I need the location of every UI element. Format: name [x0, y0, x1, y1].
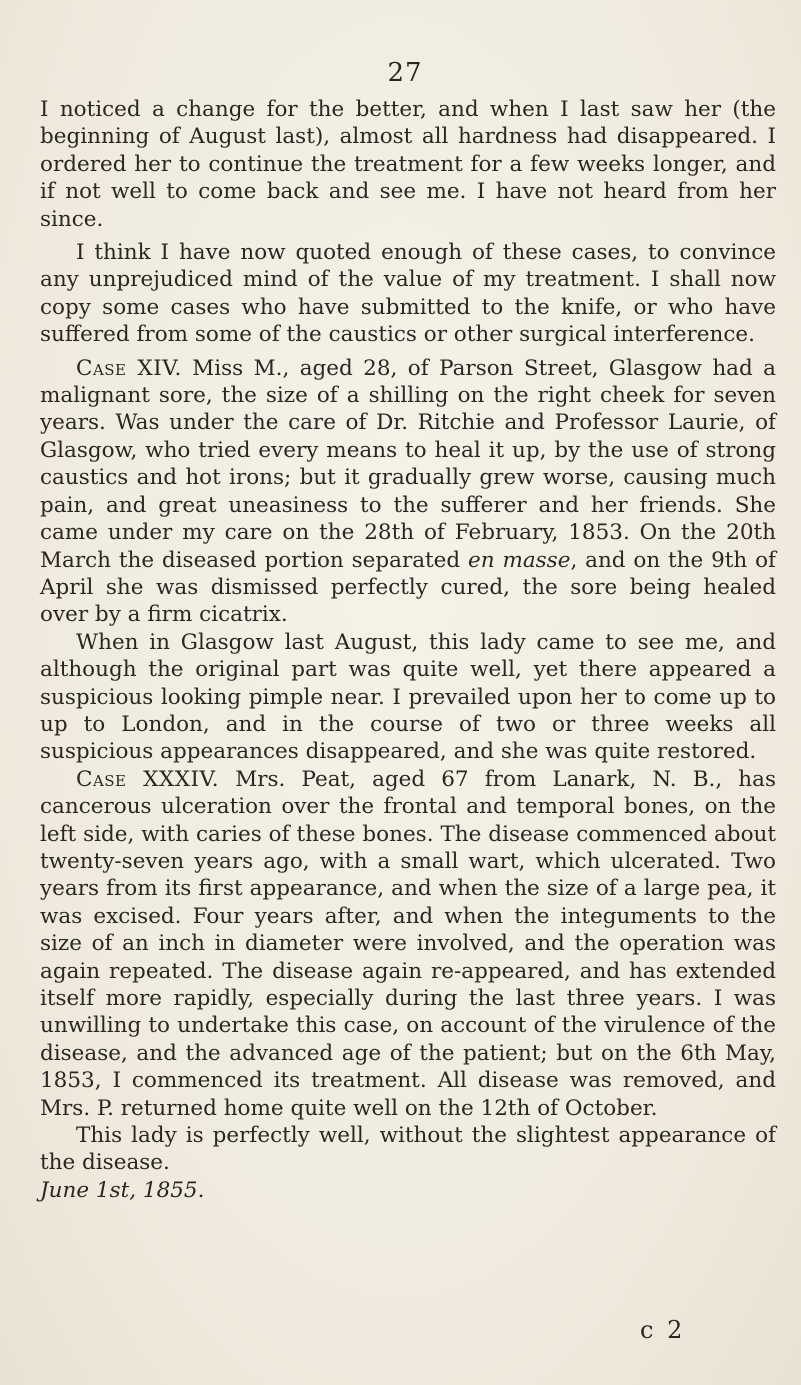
- case-xiv-paragraph: [40, 355, 776, 629]
- case-xiv-text: Miss M., aged 28, of Parson Street, Glasgow had a malignant sore, the size of a shilling on the right cheek for seven years. Was under the care of Dr. Ritchie and Professor Laurie, of Glasgow, who tried every means to heal it up, by the use of strong caustics and hot irons; but it gradually grew worse, causing much pain, and great uneasiness to the sufferer and her friends. She came under my care on the 28th of February, 1853. On the 20th March the diseased portion separated: [40, 355, 776, 573]
- signature-mark: c 2: [640, 1316, 686, 1344]
- case-xxxiv-followup: This lady is perfectly well, without the slightest appearance of the disease.: [40, 1123, 776, 1176]
- body-text: [40, 96, 776, 1204]
- page-number: 27: [387, 58, 423, 88]
- date-text: June 1st, 1855.: [40, 1177, 205, 1203]
- case-xxxiv-paragraph: [40, 766, 776, 1122]
- case-xxxiv-text: Mrs. Peat, aged 67 from Lanark, N. B., has cancerous ulceration over the frontal and temporal bones, on the left side, with caries of these bones. The disease commenced about twenty-seven years ago, with a small wart, which ulcerated. Two years from its first appearance, and when the size of a large pea, it was excised. Four years after, and when the integuments to the size of an inch in diameter were involved, and the operation was again repeated. The disease again re-appeared, and has extended itself more rapidly, especially during the last three years. I was unwilling to undertake this case, on account of the virulence of the disease, and the advanced age of the patient; but on the 6th May, 1853, I commenced its treatment. All disease was removed, and Mrs. P. returned home quite well on the 12th of October.: [40, 766, 777, 1121]
- paragraph-continuation: I noticed a change for the better, and when I last saw her (the beginning of August last), almost all hardness had disappeared. I ordered her to continue the treatment for a few weeks longer, and if not well to come back and see me. I have not heard from her since.: [40, 97, 776, 232]
- case-xxxiv-label: Case XXXIV.: [76, 766, 220, 792]
- paragraph-transition: I think I have now quoted enough of these cases, to convince any unprejudiced mind of the value of my treatment. I shall now copy some cases who have submitted to the knife, or who have suffered from some of the caustics or other surgical interference.: [40, 240, 776, 348]
- case-xiv-followup: When in Glasgow last August, this lady came to see me, and although the original part was quite well, yet there appeared a suspicious looking pimple near. I prevailed upon her to come up to up to London, and in the course of two or three weeks all suspicious appearances disappeared, and she was quite restored.: [40, 629, 776, 765]
- date-line: [40, 1177, 776, 1204]
- case-xiv-italic: en masse: [468, 547, 571, 573]
- case-xiv-label: Case XIV.: [76, 355, 182, 381]
- case-xiv-text-after: , and on the 9th of April she was dismissed perfectly cured, the sore being healed over by a firm cicatrix.: [40, 547, 777, 628]
